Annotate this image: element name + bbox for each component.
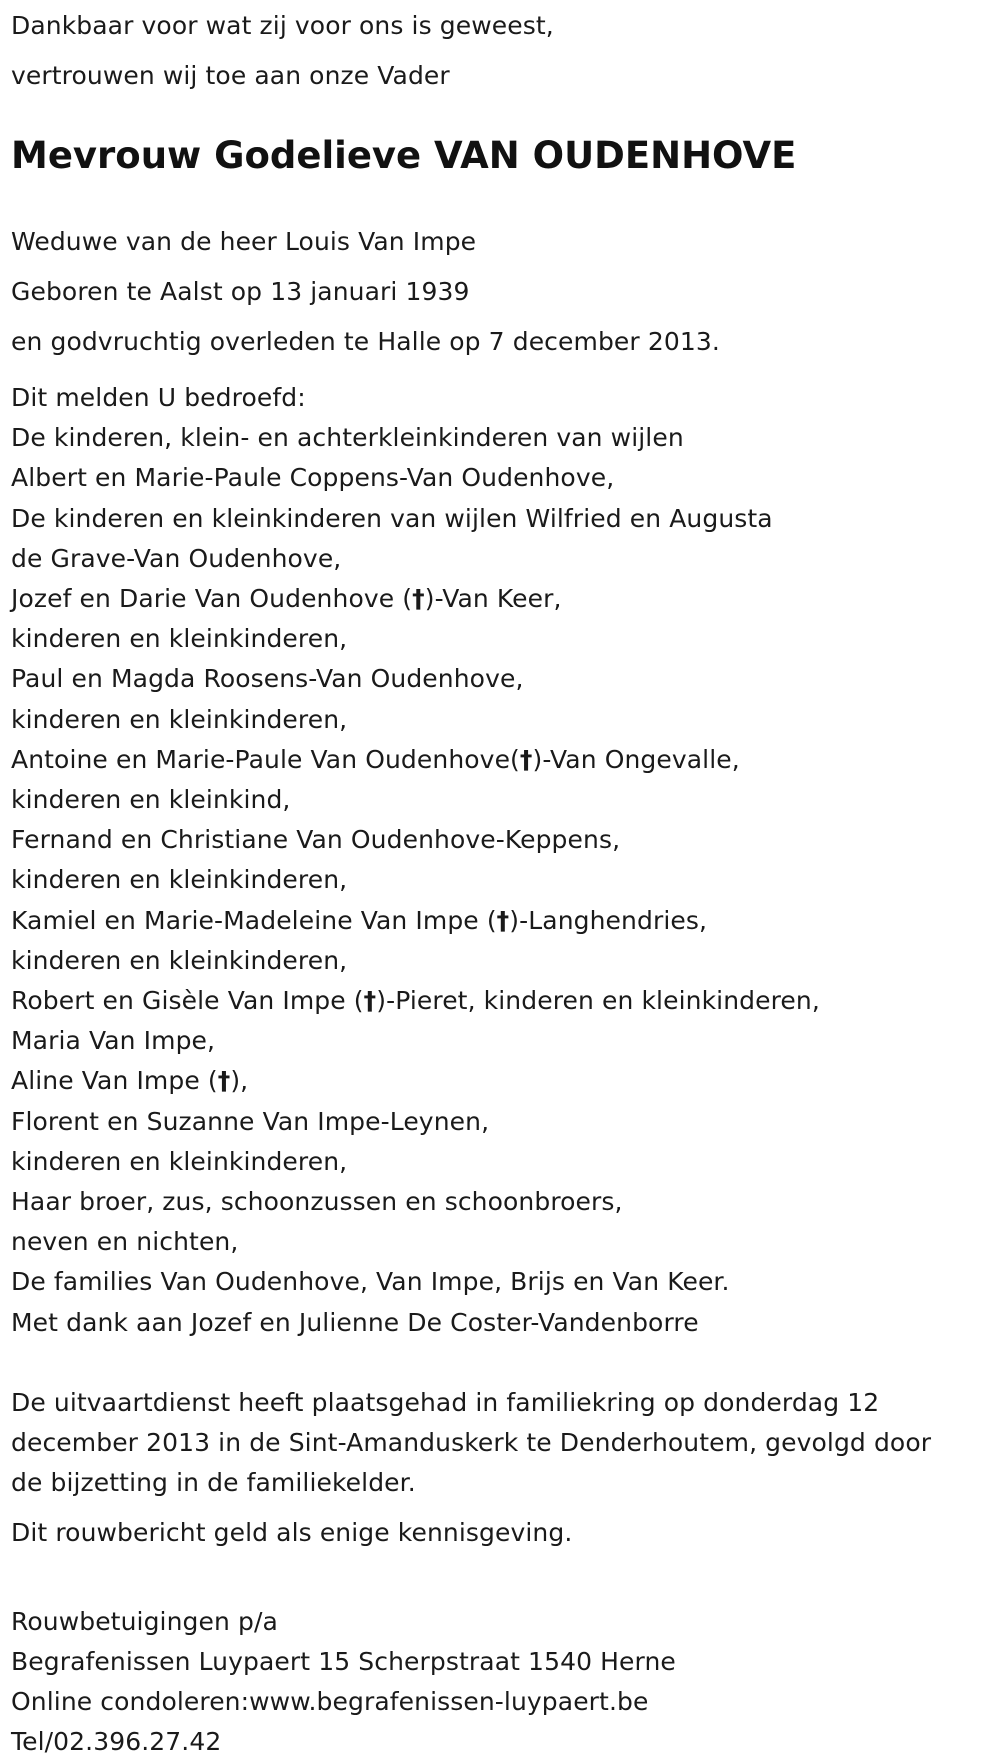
intro-line-2: vertrouwen wij toe aan onze Vader <box>11 61 450 90</box>
family-text: )-Van Keer, <box>424 584 562 614</box>
widow-line: Weduwe van de heer Louis Van Impe <box>11 227 477 256</box>
service-line: De uitvaartdienst heeft plaatsgehad in familiekring op donderdag 12 <box>11 1388 880 1417</box>
cross-icon: † <box>519 744 533 774</box>
family-line: De families Van Oudenhove, Van Impe, Brijs en Van Keer. <box>11 1267 730 1297</box>
family-line <box>11 1061 820 1101</box>
family-line: Florent en Suzanne Van Impe-Leynen, <box>11 1106 490 1136</box>
death-line: en godvruchtig overleden te Halle op 7 december 2013. <box>11 327 720 356</box>
funeral-service-info <box>11 1383 931 1503</box>
family-line <box>11 579 820 619</box>
cross-icon: † <box>217 1066 231 1096</box>
birth-line: Geboren te Aalst op 13 januari 1939 <box>11 277 470 306</box>
family-line: Maria Van Impe, <box>11 1026 216 1056</box>
family-line: kinderen en kleinkinderen, <box>11 945 348 975</box>
family-line: kinderen en kleinkinderen, <box>11 1146 348 1176</box>
family-line: neven en nichten, <box>11 1227 239 1257</box>
family-list <box>11 378 820 1343</box>
contact-heading: Rouwbetuigingen p/a <box>11 1607 278 1636</box>
family-line: Fernand en Christiane Van Oudenhove-Keppens, <box>11 825 621 855</box>
personal-details <box>11 222 720 372</box>
family-text: )-Pieret, kinderen en kleinkinderen, <box>376 986 820 1016</box>
family-line <box>11 901 820 941</box>
contact-website: Online condoleren:www.begrafenissen-luypaert.be <box>11 1687 649 1716</box>
family-line: Dit melden U bedroefd: <box>11 383 306 412</box>
family-line: kinderen en kleinkinderen, <box>11 704 348 734</box>
cross-icon: † <box>363 986 377 1016</box>
family-text: )-Van Ongevalle, <box>532 744 740 774</box>
family-text: )-Langhendries, <box>509 905 708 935</box>
intro-line-1: Dankbaar voor wat zij voor ons is geweest, <box>11 11 554 40</box>
family-text: ), <box>230 1066 249 1096</box>
family-line: kinderen en kleinkind, <box>11 785 291 815</box>
family-text: Antoine en Marie-Paule Van Oudenhove( <box>11 744 520 774</box>
family-line: Paul en Magda Roosens-Van Oudenhove, <box>11 664 524 694</box>
family-line <box>11 740 820 780</box>
family-line: Albert en Marie-Paule Coppens-Van Oudenhove, <box>11 463 615 493</box>
notice-line: Dit rouwbericht geld als enige kennisgeving. <box>11 1518 573 1547</box>
family-text: Aline Van Impe ( <box>11 1066 218 1096</box>
family-line <box>11 981 820 1021</box>
family-line: kinderen en kleinkinderen, <box>11 624 348 654</box>
contact-info <box>11 1602 676 1762</box>
family-line: Haar broer, zus, schoonzussen en schoonbroers, <box>11 1187 623 1217</box>
family-line: Met dank aan Jozef en Julienne De Coster-Vandenborre <box>11 1307 699 1337</box>
family-text: Jozef en Darie Van Oudenhove ( <box>11 584 413 614</box>
deceased-name-title: Mevrouw Godelieve VAN OUDENHOVE <box>11 134 797 177</box>
family-line: de Grave-Van Oudenhove, <box>11 543 342 573</box>
contact-phone: Tel/02.396.27.42 <box>11 1727 222 1756</box>
cross-icon: † <box>412 584 425 614</box>
family-line: kinderen en kleinkinderen, <box>11 865 348 895</box>
family-line: De kinderen en kleinkinderen van wijlen Wilfried en Augusta <box>11 503 773 533</box>
service-line: de bijzetting in de familiekelder. <box>11 1468 416 1497</box>
family-text: Robert en Gisèle Van Impe ( <box>11 986 364 1016</box>
contact-address: Begrafenissen Luypaert 15 Scherpstraat 1540 Herne <box>11 1647 676 1676</box>
service-line: december 2013 in de Sint-Amanduskerk te Denderhoutem, gevolgd door <box>11 1428 932 1457</box>
family-text: Kamiel en Marie-Madeleine Van Impe ( <box>11 905 497 935</box>
family-line: De kinderen, klein- en achterkleinkinderen van wijlen <box>11 423 684 453</box>
cross-icon: † <box>496 905 510 935</box>
